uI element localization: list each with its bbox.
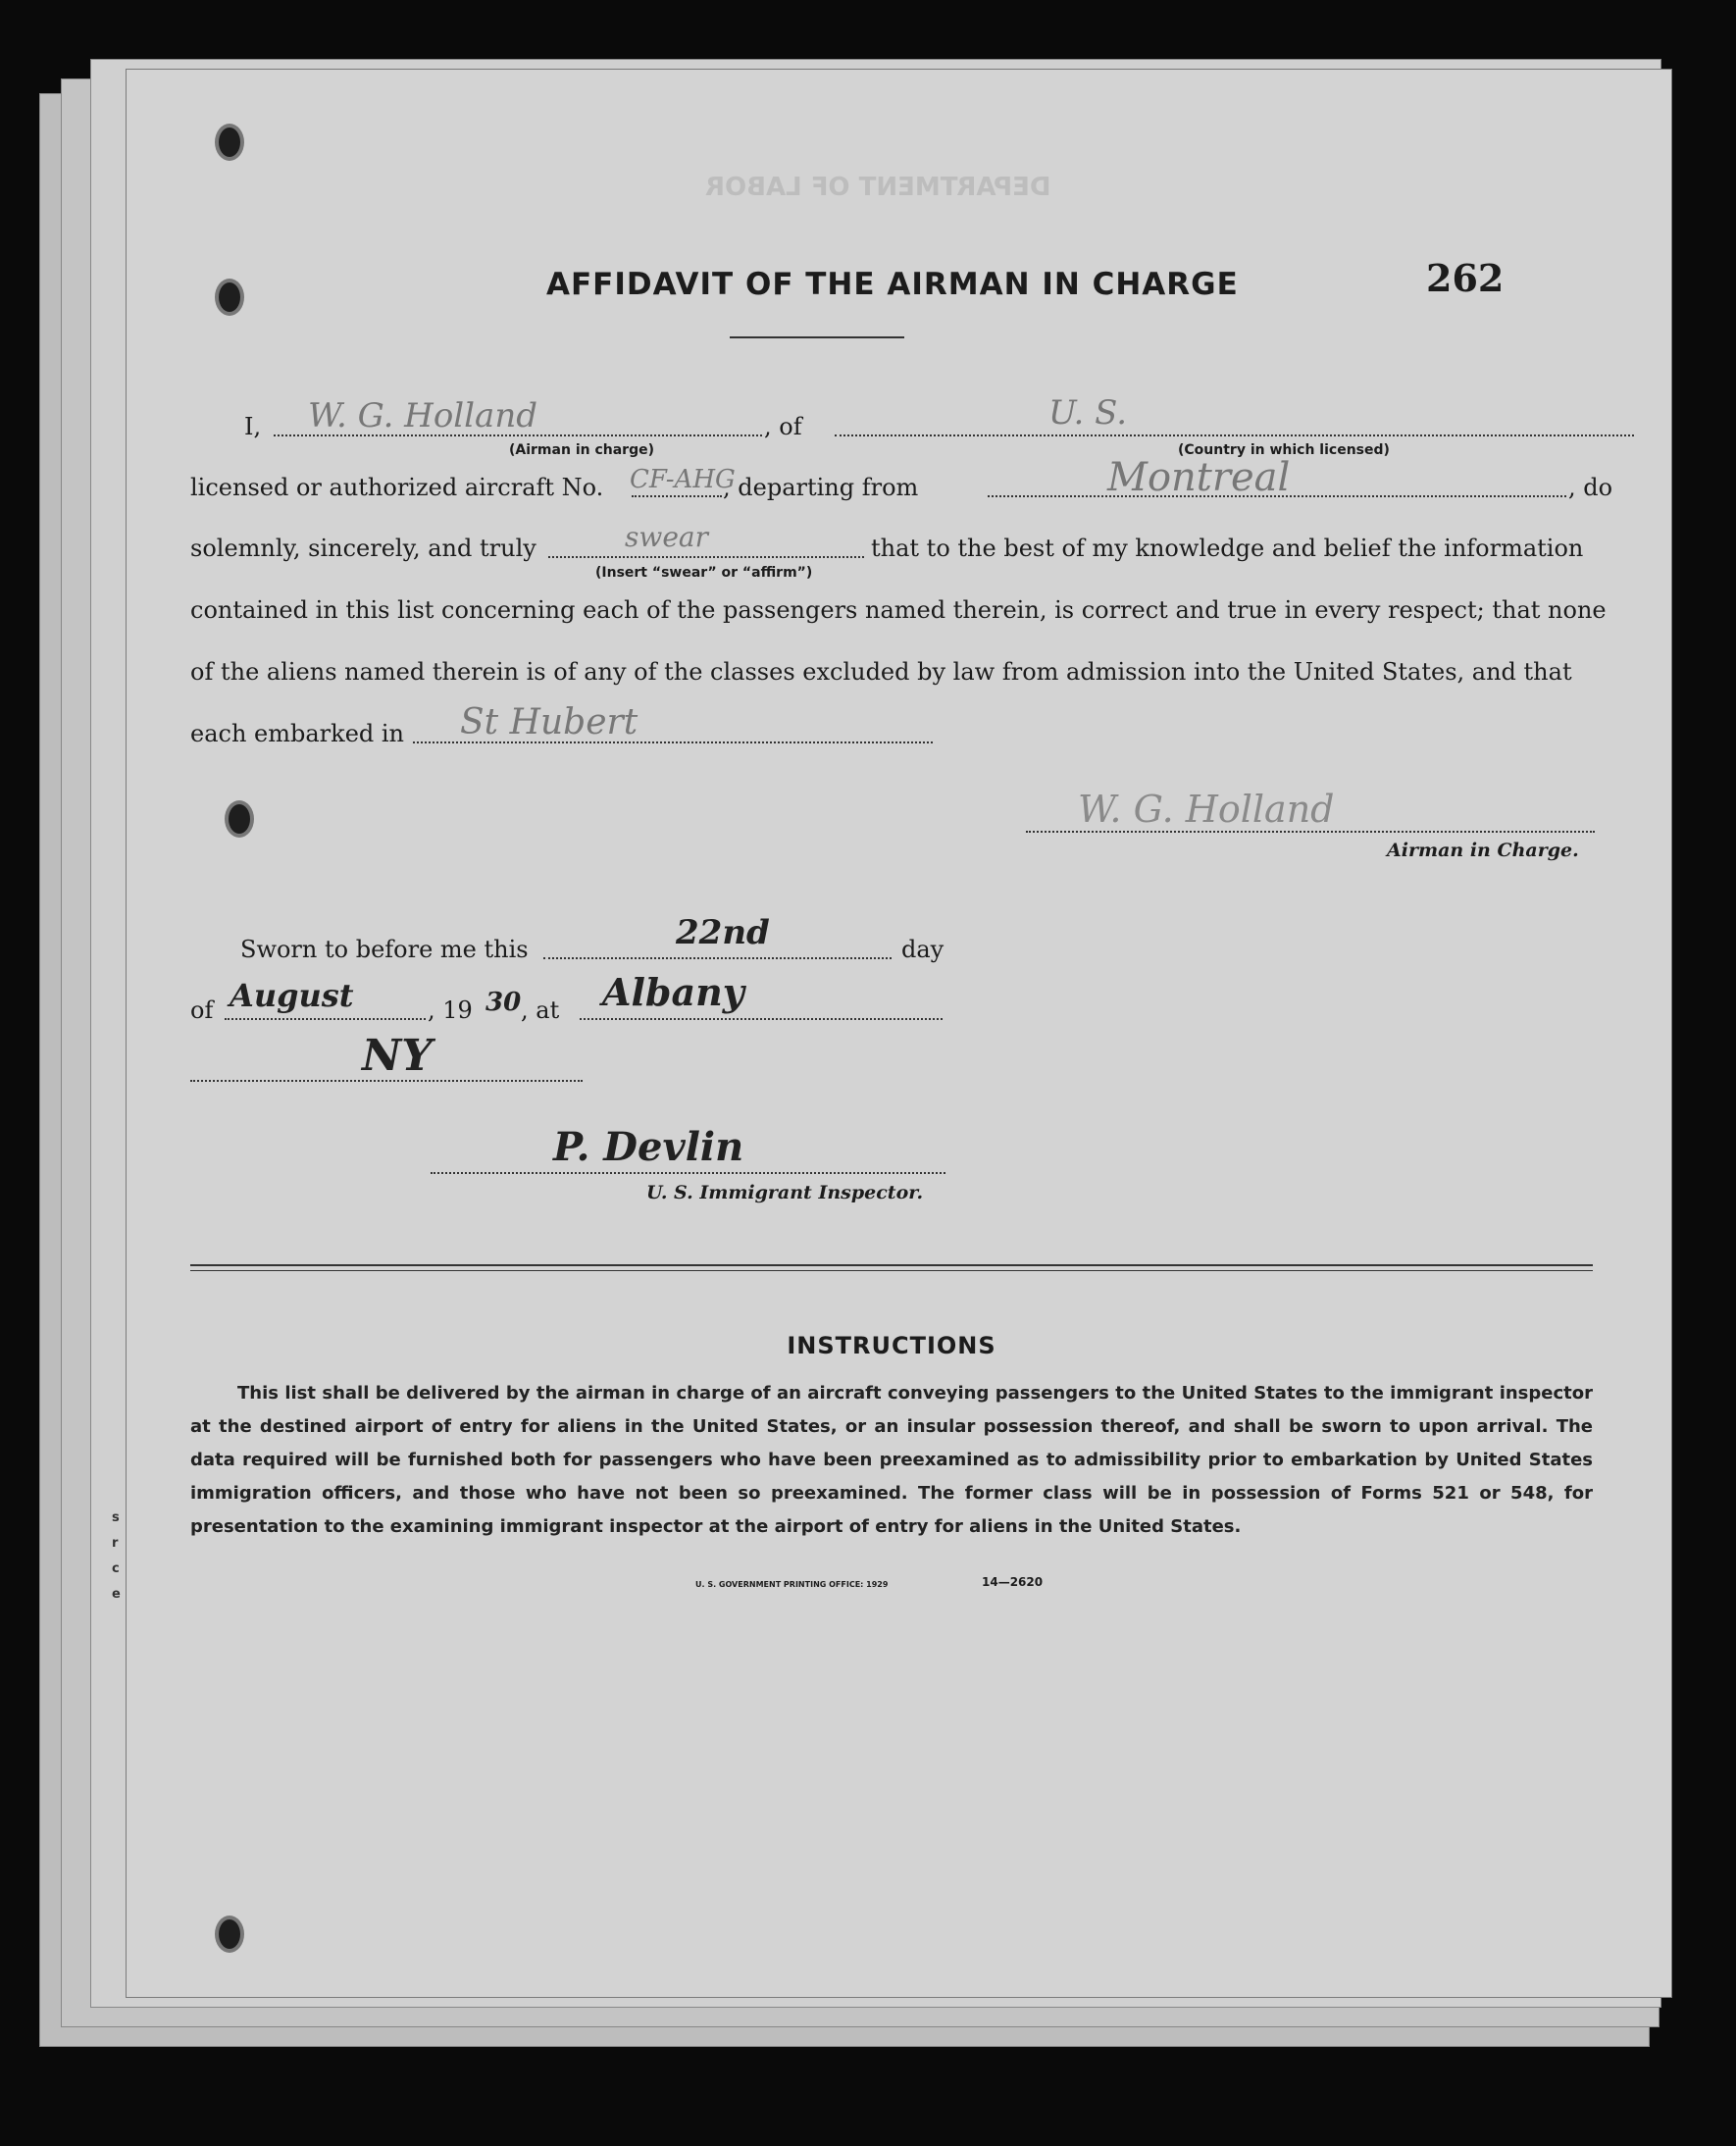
year-value: 30 (485, 988, 522, 1017)
inspector-signature: P. Devlin (553, 1124, 744, 1170)
airman-signature-line (1026, 831, 1595, 833)
text-line4: contained in this list concerning each of the passengers named therein, is correct and true in every respect; that none (190, 596, 1607, 624)
margin-letter: c (112, 1561, 120, 1576)
punch-hole (215, 1916, 244, 1953)
punch-hole (215, 124, 244, 161)
label-of-month: of (190, 996, 214, 1024)
section-divider (190, 1270, 1593, 1271)
label-of: , of (764, 413, 802, 440)
country-value: U. S. (1048, 393, 1128, 433)
label-solemnly: solemnly, sincerely, and truly (190, 535, 536, 562)
title-underline (730, 336, 904, 338)
embarked-value: St Hubert (460, 702, 638, 742)
oath-line (548, 556, 864, 558)
punch-hole (225, 800, 254, 838)
state-value: NY (362, 1031, 433, 1081)
text-line5: of the aliens named therein is of any of the classes excluded by law from admission into the United States, and that (190, 658, 1572, 686)
place-value: Albany (602, 970, 744, 1014)
label-departing: , departing from (723, 474, 919, 501)
inspector-caption: U. S. Immigrant Inspector. (646, 1182, 924, 1203)
sworn-day-value: 22nd (676, 913, 770, 952)
aircraft-value: CF-AHG (630, 465, 736, 494)
margin-letter: e (112, 1587, 121, 1602)
label-at: , at (521, 996, 560, 1024)
airman-caption: (Airman in charge) (509, 442, 654, 458)
airman-name-value: W. G. Holland (308, 396, 537, 435)
punch-hole (215, 279, 244, 316)
label-day: day (901, 936, 945, 963)
label-licensed: licensed or authorized aircraft No. (190, 474, 604, 501)
country-caption: (Country in which licensed) (1178, 442, 1390, 458)
country-line (835, 434, 1634, 436)
margin-letters (112, 1506, 121, 1608)
month-line (225, 1018, 426, 1020)
month-value: August (230, 977, 354, 1014)
page-title: AFFIDAVIT OF THE AIRMAN IN CHARGE (546, 267, 1239, 302)
inspector-signature-line (431, 1172, 945, 1174)
label-i: I, (244, 413, 262, 440)
airman-signature: W. G. Holland (1078, 788, 1335, 831)
sworn-day-line (543, 957, 892, 959)
gpo-imprint: U. S. GOVERNMENT PRINTING OFFICE: 1929 (695, 1580, 889, 1589)
label-sworn: Sworn to before me this (240, 936, 529, 963)
instructions-body: This list shall be delivered by the airman in charge of an aircraft conveying passengers to the United States to the immigrant inspector at the destined airport of entry for aliens in the United States, or an insular possession thereof, and shall be sworn to upon arrival. The data required will be furnished both for passengers who have been preexamined as to admissibility prior to embarkation by United States immigration officers, and those who have not been so preexamined. The former class will be in possession of Forms 521 or 548, for presentation to the examining immigrant inspector at the airport of entry for aliens in the United States. (190, 1383, 1593, 1537)
departure-value: Montreal (1107, 455, 1291, 500)
label-do: , do (1568, 474, 1613, 501)
affidavit-page (126, 69, 1672, 1998)
margin-letter: r (112, 1536, 119, 1551)
page-number: 262 (1426, 256, 1505, 300)
airman-signature-caption: Airman in Charge. (1387, 840, 1579, 861)
text-line3-rest: that to the best of my knowledge and belief the information (871, 535, 1584, 562)
oath-caption: (Insert “swear” or “affirm”) (595, 565, 813, 581)
section-divider (190, 1264, 1593, 1266)
label-year-prefix: , 19 (428, 996, 473, 1024)
aircraft-line (632, 495, 722, 497)
margin-letter: s (112, 1510, 120, 1525)
place-line (580, 1018, 943, 1020)
bleed-through-heading: DEPARTMENT OF LABOR (705, 173, 1051, 202)
form-number: 14—2620 (982, 1575, 1044, 1589)
oath-value: swear (625, 521, 708, 553)
label-embarked: each embarked in (190, 720, 405, 747)
instructions-title: INSTRUCTIONS (787, 1332, 996, 1359)
